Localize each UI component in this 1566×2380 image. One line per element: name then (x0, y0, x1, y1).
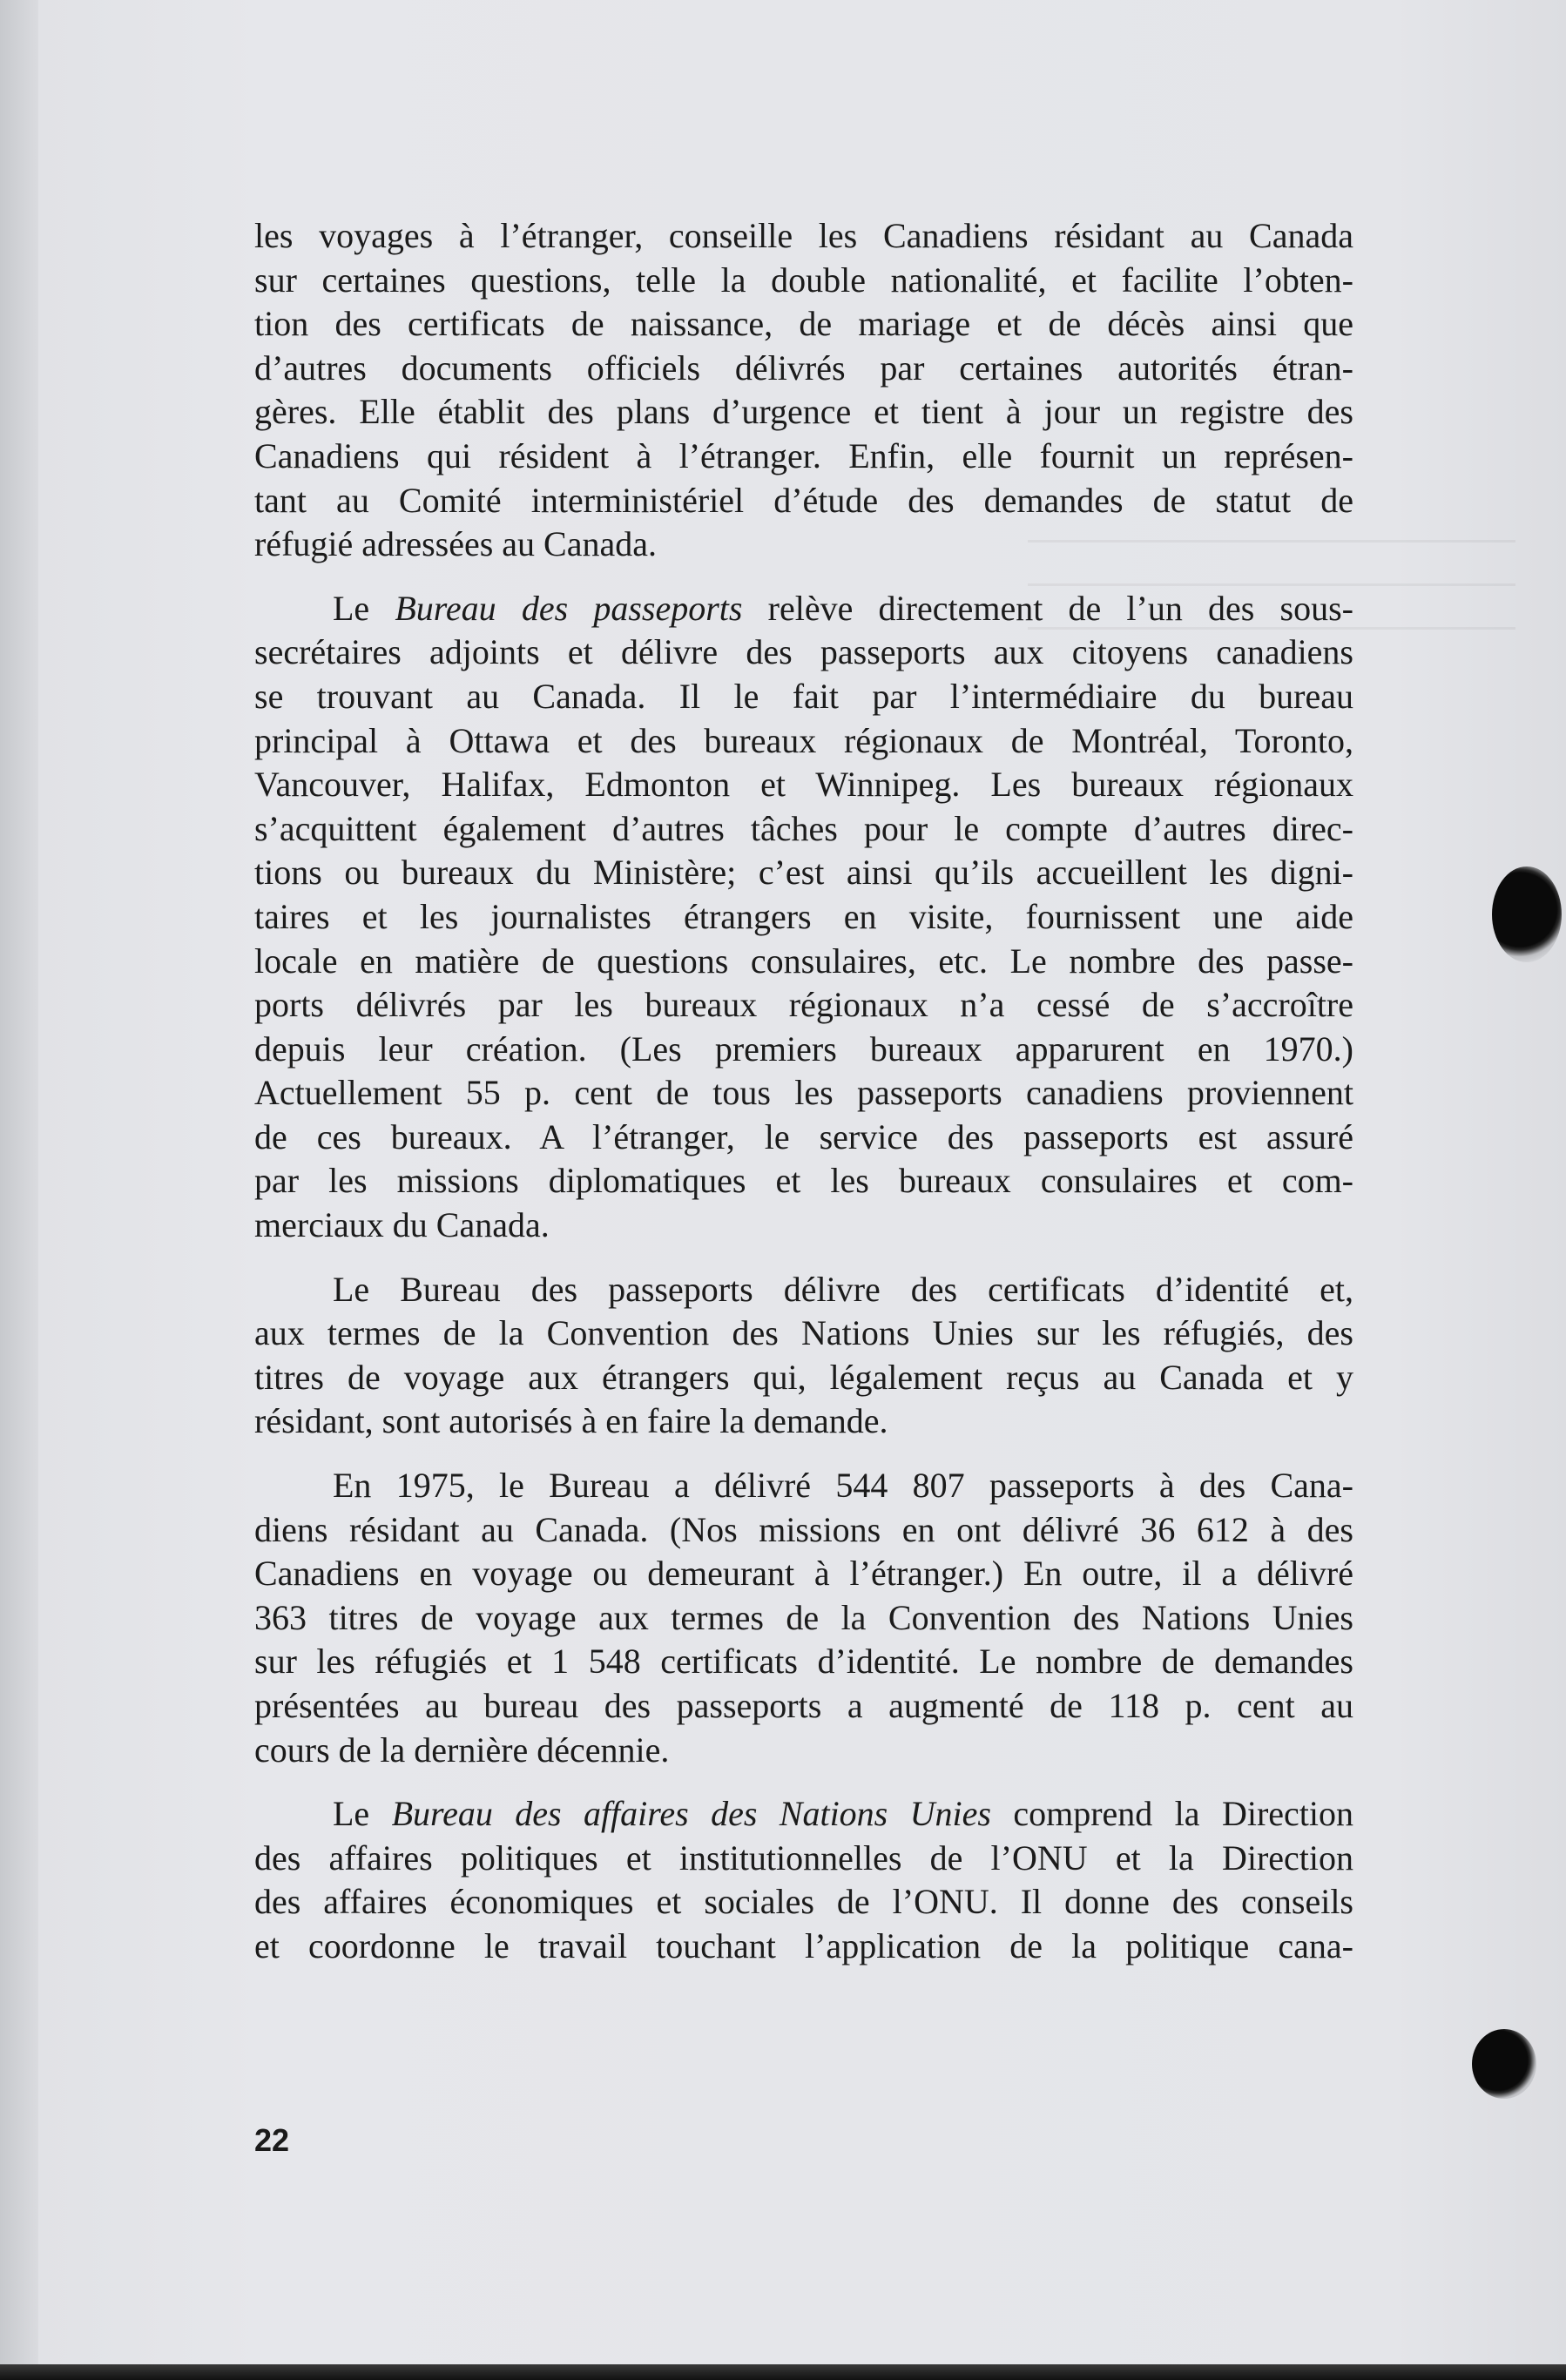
page-left-edge (0, 0, 38, 2380)
text-line: d’autres documents officiels délivrés par certaines autorités étran- (254, 347, 1353, 388)
text-line: des affaires économiques et sociales de l’ONU. Il donne des conseils (254, 1882, 1353, 1922)
text-line: secrétaires adjoints et délivre des passeports aux citoyens canadiens (254, 632, 1353, 672)
text-line: tions ou bureaux du Ministère; c’est ainsi qu’ils accueillent les digni- (254, 853, 1353, 893)
text-line: présentées au bureau des passeports a augmenté de 118 p. cent au (254, 1686, 1353, 1725)
text-line: se trouvant au Canada. Il le fait par l’intermédiaire du bureau (254, 676, 1353, 716)
text-line: Canadiens en voyage ou demeurant à l’étranger.) En outre, il a délivré (254, 1554, 1353, 1594)
text-line: Vancouver, Halifax, Edmonton et Winnipeg. Les bureaux régionaux (254, 765, 1353, 805)
text-line: cours de la dernière décennie. (254, 1729, 670, 1770)
text-line: locale en matière de questions consulaires, etc. Le nombre des passe- (254, 941, 1353, 981)
paragraph-5 (254, 1792, 1353, 1968)
text-line: diens résidant au Canada. (Nos missions en ont délivré 36 612 à des (254, 1509, 1353, 1549)
text-line: sur les réfugiés et 1 548 certificats d’identité. Le nombre de demandes (254, 1642, 1353, 1682)
text-line-first (254, 587, 1353, 631)
text-line: et coordonne le travail touchant l’application de la politique cana- (254, 1925, 1353, 1965)
text-line: titres de voyage aux étrangers qui, légalement reçus au Canada et y (254, 1357, 1353, 1397)
text-line: 363 titres de voyage aux termes de la Convention des Nations Unies (254, 1597, 1353, 1637)
text-line: tant au Comité interministériel d’étude des demandes de statut de (254, 480, 1353, 520)
text-line: depuis leur création. (Les premiers bureaux apparurent en 1970.) (254, 1028, 1353, 1069)
text-line: des affaires politiques et institutionnelles de l’ONU et la Direction (254, 1837, 1353, 1878)
page-bottom-edge (0, 2364, 1566, 2380)
text-line: réfugié adressées au Canada. (254, 524, 657, 564)
paragraph-2 (254, 587, 1353, 1248)
text-line: gères. Elle établit des plans d’urgence et tient à jour un registre des (254, 392, 1353, 432)
text-line: sur certaines questions, telle la double nationalité, et facilite l’obten- (254, 260, 1353, 300)
text-rest: comprend la Direction (990, 1794, 1353, 1834)
text-line: Canadiens qui résident à l’étranger. Enfin, elle fournit un représen- (254, 435, 1353, 475)
text-line: En 1975, le Bureau a délivré 544 807 passeports à des Cana- (333, 1466, 1353, 1506)
text-line: aux termes de la Convention des Nations Unies sur les réfugiés, des (254, 1313, 1353, 1353)
text-line-first (254, 1792, 1353, 1837)
body-text (254, 214, 1353, 1989)
italic-term-bureau-nations-unies: Bureau des affaires des Nations Unies (391, 1794, 991, 1834)
text-line: Le Bureau des passeports délivre des certificats d’identité et, (333, 1269, 1353, 1309)
text-rest: relève directement de l’un des sous- (742, 588, 1353, 628)
text-line: ports délivrés par les bureaux régionaux n’a cessé de s’accroître (254, 985, 1353, 1025)
paragraph-3 (254, 1268, 1353, 1444)
text-line: taires et les journalistes étrangers en visite, fournissent une aide (254, 896, 1353, 936)
italic-term-bureau-des-passeports: Bureau des passeports (395, 588, 743, 628)
text-lead: Le (333, 1794, 392, 1834)
text-line: de ces bureaux. A l’étranger, le service des passeports est assuré (254, 1116, 1353, 1156)
page-number: 22 (254, 2122, 290, 2158)
text-line: tion des certificats de naissance, de mariage et de décès ainsi que (254, 304, 1353, 344)
text-line: principal à Ottawa et des bureaux régionaux de Montréal, Toronto, (254, 720, 1353, 760)
punch-hole (1492, 866, 1562, 962)
paragraph-4 (254, 1464, 1353, 1772)
text-line: Actuellement 55 p. cent de tous les passeports canadiens proviennent (254, 1073, 1353, 1113)
paragraph-1 (254, 214, 1353, 567)
text-line: les voyages à l’étranger, conseille les Canadiens résidant au Canada (254, 216, 1353, 255)
text-line: résidant, sont autorisés à en faire la demande. (254, 1401, 888, 1441)
text-lead: Le (333, 588, 395, 628)
text-line: par les missions diplomatiques et les bureaux consulaires et com- (254, 1161, 1353, 1201)
punch-hole (1472, 2029, 1536, 2099)
text-line: s’acquittent également d’autres tâches pour le compte d’autres direc- (254, 808, 1353, 848)
text-line: merciaux du Canada. (254, 1205, 550, 1245)
